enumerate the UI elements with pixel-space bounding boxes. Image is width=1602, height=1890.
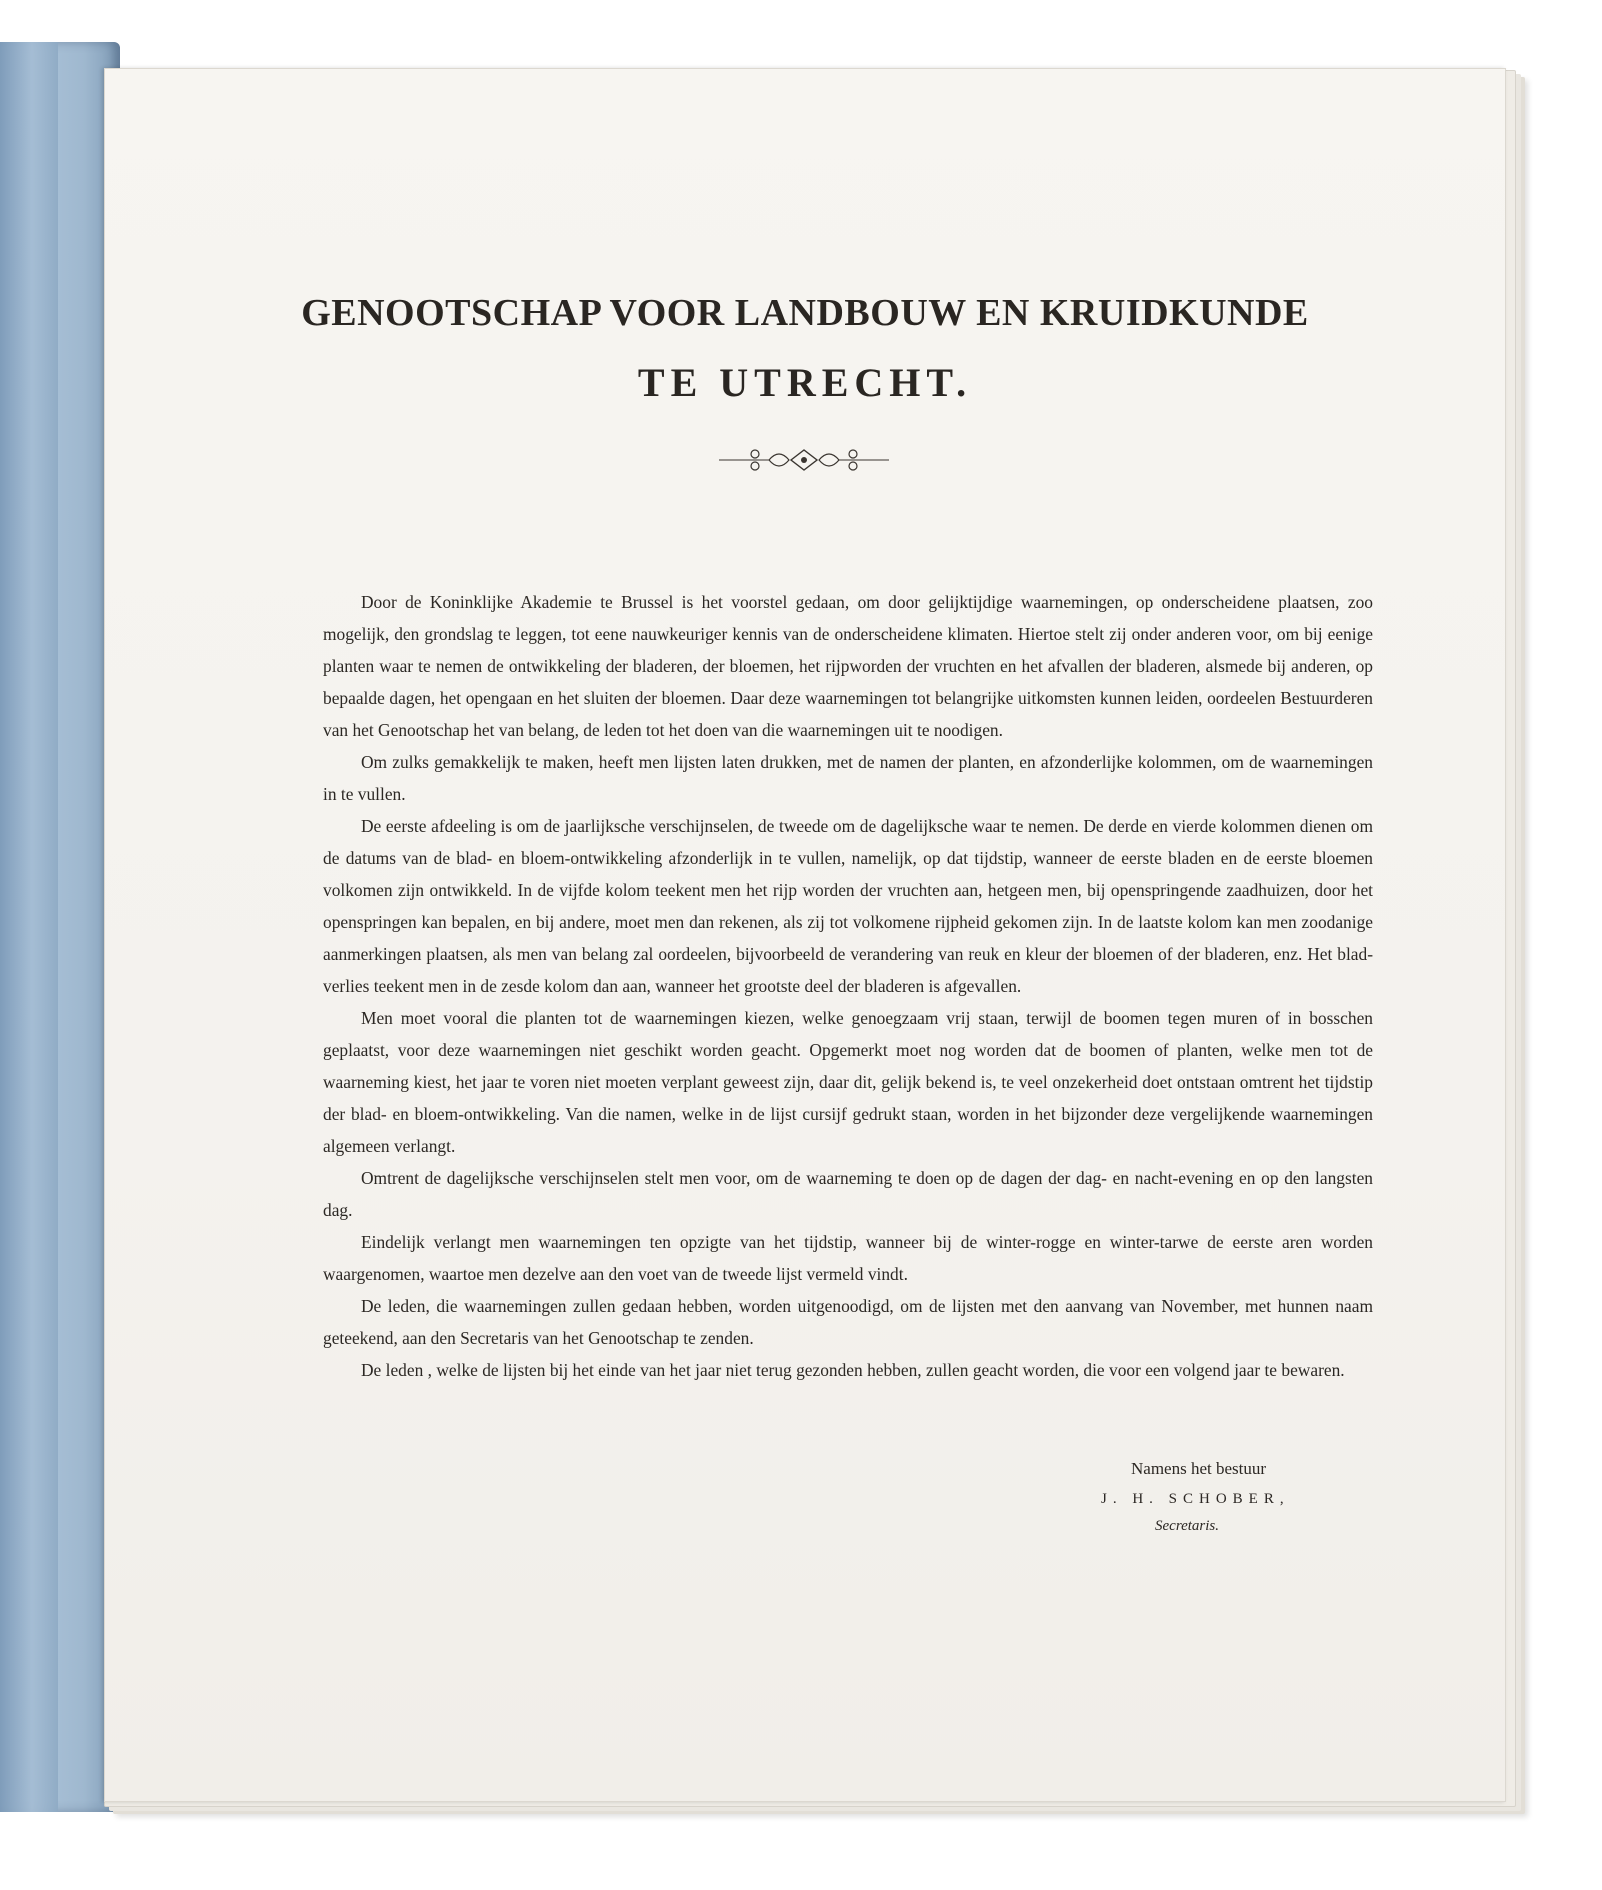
- paragraph-2: Om zulks gemakkelijk te maken, heeft men lijsten laten drukken, met de namen der planten, en afzonderlijke kolommen, om de waarnemingen in te vullen.: [323, 752, 1373, 804]
- paragraph-7: De leden, die waarnemingen zullen gedaan hebben, worden uitgenoodigd, om de lijsten met den aanvang van November, met hunnen naam geteekend, aan den Secretaris van het Genootschap te zenden.: [323, 1296, 1373, 1348]
- paragraph-5: Omtrent de dagelijksche verschijnselen stelt men voor, om de waarneming te doen op de dagen der dag- en nacht-evening en op den langsten dag.: [323, 1168, 1373, 1220]
- heading-line-1: GENOOTSCHAP VOOR LANDBOUW EN KRUIDKUNDE: [301, 292, 1309, 334]
- signature-role: Secretaris.: [1155, 1518, 1220, 1534]
- signature-block: [1055, 1459, 1355, 1535]
- blue-cover-spine: [0, 42, 58, 1812]
- body-text: [323, 586, 1373, 1386]
- paragraph-4: Men moet vooral die planten tot de waarnemingen kiezen, welke genoegzaam vrij staan, terwijl de boomen tegen muren of in bosschen geplaatst, voor deze waarnemingen niet geschikt worden geacht. Opgemerkt moet nog worden dat de boomen of planten, welke men tot de waarneming kiest, het jaar te voren niet moeten verplant geweest zijn, daar dit, gelijk bekend is, te veel onzekerheid doet ontstaan omtrent het tijdstip der blad- en bloem-ontwikkeling. Van die namen, welke in de lijst cursijf gedrukt staan, worden in het bijzonder deze vergelijkende waarnemingen algemeen verlangt.: [323, 1008, 1373, 1156]
- signature-name: J. H. SCHOBER,: [1101, 1491, 1290, 1507]
- scroll-flourish-icon: [719, 445, 889, 475]
- paragraph-3: De eerste afdeeling is om de jaarlijksche verschijnselen, de tweede om de dagelijksche waar te nemen. De derde en vierde kolommen dienen om de datums van de blad- en bloem-ontwikkeling afzonderlijk in te vullen, namelijk, op dat tijdstip, wanneer de eerste bladen en de eerste bloemen volkomen zijn ontwikkeld. In de vijfde kolom teekent men het rijp worden der vruchten aan, hetgeen men, bij openspringende zaadhuizen, door het openspringen kan bepalen, en bij andere, moet men dan rekenen, als zij tot volkomene rijpheid gekomen zijn. In de laatste kolom kan men zoodanige aanmerkingen plaatsen, als men van belang zal oordeelen, bijvoorbeeld de verandering van reuk en kleur der bloemen of der bladeren, enz. Het blad-verlies teekent men in de zesde kolom dan aan, wanneer het grootste deel der bladeren is afgevallen.: [323, 816, 1373, 996]
- heading-line-2: TE UTRECHT.: [637, 360, 973, 405]
- signature-on-behalf: Namens het bestuur: [1131, 1459, 1267, 1478]
- document-page: [104, 68, 1506, 1802]
- paragraph-8: De leden , welke de lijsten bij het einde van het jaar niet terug gezonden hebben, zullen geacht worden, die voor een volgend jaar te bewaren.: [361, 1360, 1345, 1380]
- paragraph-1: Door de Koninklijke Akademie te Brussel is het voorstel gedaan, om door gelijktijdige waarnemingen, op onderscheidene plaatsen, zoo mogelijk, den grondslag te leggen, tot eene nauwkeuriger kennis van de onderscheidene klimaten. Hiertoe stelt zij onder anderen voor, om bij eenige planten waar te nemen de ontwikkeling der bladeren, der bloemen, het rijpworden der vruchten en het afvallen der bladeren, alsmede bij anderen, op bepaalde dagen, het opengaan en het sluiten der bloemen. Daar deze waarnemingen tot belangrijke uitkomsten kunnen leiden, oordeelen Bestuurderen van het Genootschap het van belang, de leden tot het doen van die waarnemingen uit te noodigen.: [323, 592, 1373, 740]
- paragraph-6: Eindelijk verlangt men waarnemingen ten opzigte van het tijdstip, wanneer bij de winter-rogge en winter-tarwe de eerste aren worden waargenomen, waartoe men dezelve aan den voet van de tweede lijst vermeld vindt.: [323, 1232, 1373, 1284]
